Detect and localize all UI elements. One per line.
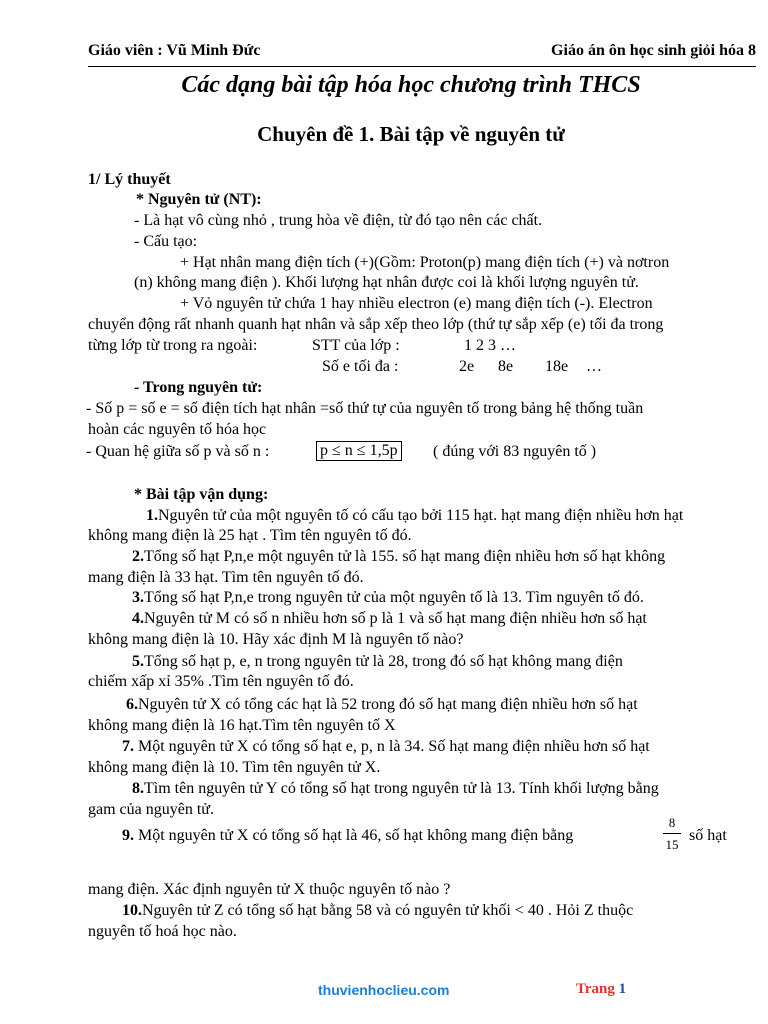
exercise-1: 1.Nguyên tử của một nguyên tố có cấu tạo bởi 115 hạt. hạt mang điện nhiều hơn hạt [146, 507, 684, 524]
exercise-8-cont: gam của nguyên tử. [88, 801, 214, 818]
exercise-9-cont: mang điện. Xác định nguyên tử X thuộc nguyên tố nào ? [88, 881, 451, 898]
in-atom-heading: - Trong nguyên tử: [134, 379, 263, 396]
exercise-10-cont: nguyên tố hoá học nào. [88, 923, 237, 940]
exercise-2: 2.Tổng số hạt P,n,e một nguyên tử là 155. số hạt mang điện nhiều hơn số hạt không [132, 548, 666, 565]
layer-order-label: STT của lớp : [312, 337, 400, 354]
theory-heading: 1/ Lý thuyết [88, 171, 171, 188]
page-number: Trang 1 [576, 981, 627, 997]
exercise-8: 8.Tìm tên nguyên tử Y có tổng số hạt trong nguyên tử là 13. Tính khối lượng bằng [132, 780, 659, 797]
exercise-4: 4.Nguyên tử M có số n nhiều hơn số p là 1 và số hạt mang điện nhiều hơn số hạt [132, 610, 647, 627]
theory-line: + Hạt nhân mang điện tích (+)(Gồm: Proton(p) mang điện tích (+) và nơtron [180, 254, 670, 271]
topic-title: Chuyên đề 1. Bài tập về nguyên tử [257, 122, 565, 146]
relation-box: p ≤ n ≤ 1,5p [316, 441, 402, 461]
footer-website-link[interactable]: thuvienhoclieu.com [318, 982, 450, 998]
atom-heading: * Nguyên tử (NT): [136, 191, 262, 208]
theory-line: - Là hạt vô cùng nhỏ , trung hòa về điện, từ đó tạo nên các chất. [134, 212, 543, 229]
theory-line: hoàn các nguyên tố hóa học [88, 421, 267, 438]
theory-line: (n) không mang điện ). Khối lượng hạt nhân được coi là khối lượng nguyên tử. [134, 274, 639, 291]
fraction-numerator: 8 [668, 815, 676, 830]
exercise-5: 5.Tổng số hạt p, e, n trong nguyên tử là 28, trong đó số hạt không mang điện [132, 653, 623, 670]
exercise-5-cont: chiếm xấp xỉ 35% .Tìm tên nguyên tố đó. [88, 673, 354, 690]
exercise-6: 6.Nguyên tử X có tổng các hạt là 52 trong đó số hạt mang điện nhiều hơn số hạt [126, 696, 638, 713]
theory-line: chuyển động rất nhanh quanh hạt nhân và sắp xếp theo lớp (thứ tự sắp xếp (e) tối đa trong [88, 316, 664, 333]
theory-line: từng lớp từ trong ra ngoài: [88, 337, 258, 354]
exercise-10: 10.Nguyên tử Z có tổng số hạt bằng 58 và có nguyên tử khối < 40 . Hỏi Z thuộc [122, 902, 634, 919]
exercise-7: 7. Một nguyên tử X có tổng số hạt e, p, n là 34. Số hạt mang điện nhiều hơn số hạt [122, 738, 650, 755]
document-title: Các dạng bài tập hóa học chương trình THCS [181, 72, 641, 98]
theory-line: ( đúng với 83 nguyên tố ) [433, 443, 597, 460]
max-electrons-value: 18e [545, 358, 569, 375]
exercise-1-cont: không mang điện là 25 hạt . Tìm tên nguyên tố đó. [88, 527, 412, 544]
page-header [88, 40, 756, 67]
layer-order-values: 1 2 3 … [464, 337, 516, 354]
max-electrons-value: 2e [459, 358, 475, 375]
theory-line: - Cấu tạo: [134, 233, 198, 250]
header-teacher: Giáo viên : Vũ Minh Đức [88, 42, 261, 59]
exercise-9-tail: số hạt [689, 827, 727, 844]
exercise-6-cont: không mang điện là 16 hạt.Tìm tên nguyên tố X [88, 717, 396, 734]
fraction-denominator: 15 [665, 837, 679, 852]
exercise-2-cont: mang điện là 33 hạt. Tìm tên nguyên tố đó. [88, 569, 364, 586]
exercise-4-cont: không mang điện là 10. Hãy xác định M là nguyên tố nào? [88, 631, 464, 648]
relation-formula [316, 441, 402, 461]
max-electrons-value: 8e [498, 358, 514, 375]
exercises-heading: * Bài tập vận dụng: [134, 486, 269, 503]
max-electrons-label: Số e tối đa : [322, 358, 399, 375]
exercise-7-cont: không mang điện là 10. Tìm tên nguyên tử X. [88, 759, 381, 776]
fraction-bar [663, 833, 681, 834]
exercise-3: 3.Tổng số hạt P,n,e trong nguyên tử của một nguyên tố là 13. Tìm nguyên tố đó. [132, 589, 644, 606]
theory-line: + Vỏ nguyên tử chứa 1 hay nhiều electron (e) mang điện tích (-). Electron [180, 295, 653, 312]
max-electrons-value: … [586, 358, 602, 375]
exercise-9: 9. Một nguyên tử X có tổng số hạt là 46, số hạt không mang điện bằng [122, 827, 574, 844]
theory-line: - Số p = số e = số điện tích hạt nhân =số thứ tự của nguyên tố trong bảng hệ thống tuần [86, 400, 644, 417]
theory-line: - Quan hệ giữa số p và số n : [86, 443, 270, 460]
header-lesson: Giáo án ôn học sinh giỏi hóa 8 [551, 42, 756, 59]
